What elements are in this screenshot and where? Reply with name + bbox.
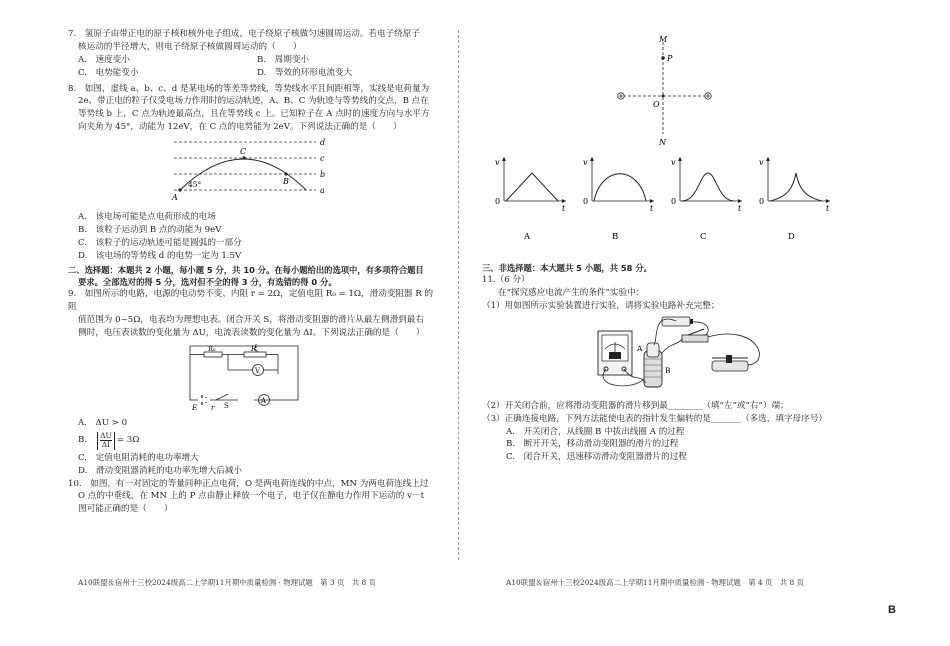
vt-graph-label: A: [524, 231, 531, 242]
vt-curve: [682, 173, 734, 201]
apparatus-figure: [482, 313, 842, 395]
footer-right: A10联盟＆宿州十三校2024级高二上学期11月期中质量检测 · 物理试题 第 4 页 共 8 页: [506, 578, 804, 587]
vt-graph-d: [759, 157, 830, 242]
svg-text:b: b: [320, 170, 326, 180]
q9-option-c: C. 定值电阻消耗的电功率增大: [78, 452, 199, 463]
svg-text:E: E: [192, 403, 198, 413]
svg-text:t: t: [650, 203, 654, 213]
vt-graph-b: [583, 157, 654, 242]
svg-text:45°: 45°: [188, 180, 202, 190]
q7-stem: 7. 氢原子由带正电的原子核和核外电子组成，电子绕原子核做匀速圆周运动。若电子绕原子: [68, 29, 420, 39]
q9-option-b: B. $\frac{\Delta U}{\Delta I}$ = 3Ω: [78, 431, 140, 450]
svg-text:B: B: [283, 177, 289, 187]
vt-curve: [594, 174, 646, 201]
svg-text:d: d: [320, 138, 326, 148]
svg-text:S: S: [224, 402, 229, 411]
section-2-heading: 二、选择题：本题共 2 小题，每小题 5 分，共 10 分。在每小题给出的选项中，有多项符合题目 要求。全部选对的得 5 分，选对但不全的得 3 分，有选错的得 0 分。: [68, 264, 424, 288]
vt-graph-label: C: [700, 231, 707, 242]
question-7: 7. 氢原子由带正电的原子核和核外电子组成，电子绕原子核做匀速圆周运动。若电子绕原子 核运动的半径增大，则电子绕原子核做圆周运动的（ ） A. 速度变小 B. 周期变小 C. 电势能变小 D. 等效的环形电流变大: [68, 28, 436, 80]
vt-curve: [506, 173, 558, 201]
svg-text:0: 0: [583, 196, 589, 206]
svg-text:t: t: [738, 203, 742, 213]
svg-text:M: M: [659, 35, 668, 44]
q8-stem: 8. 如图，虚线 a、b、c、d 是某电场的等差等势线，等势线水平且间距相等，实线是电荷量为: [68, 83, 430, 94]
vt-graphs: [482, 153, 842, 243]
page-mark: B: [888, 604, 896, 616]
q8-option-c: C. 该粒子的运动轨迹可能是圆弧的一部分: [78, 237, 242, 248]
vt-graph-label: D: [788, 231, 795, 242]
question-10: 10. 如图，有一对固定的等量同种正点电荷，O 是两电荷连线的中点，MN 为两电荷连线上过 O 点的中垂线，在 MN 上的 P 点由静止释放一个电子，电子仅在静电力作用下运动的 v－t 图可能正确的是（ ）: [68, 478, 436, 517]
q7-option-d: D. 等效的环形电流变大: [257, 67, 353, 78]
footer-left: A10联盟＆宿州十三校2024级高二上学期11月期中质量检测 · 物理试题 第 3 页 共 8 页: [78, 578, 376, 587]
q8-option-d: D. 该电场的等势线 d 的电势一定为 1.5V: [78, 250, 242, 261]
vt-curve: [770, 173, 822, 201]
question-11: 11.（6 分） 在“探究感应电流产生的条件”实验中： （1）用如图所示实验装置进行实验，请将实验电路补充完整； A B （2）开关闭合前，应将滑动变阻器的滑片移到最________（填“左”或“右”）端； （3）正确连接电路，下列方法能使电表的指针发生偏转的是_______（多选，填字母序号） A. 开关闭合，从线圈 B 中拔出线圈 A 的过程 B. 断开开关，移动滑动变阻器的滑片的过程 C. 闭合开关，迅速移动滑动变阻器滑片的过程: [482, 274, 842, 464]
vt-graph-label: B: [612, 231, 619, 242]
svg-text:N: N: [659, 138, 666, 147]
q11-option-c: C. 闭合开关，迅速移动滑动变阻器滑片的过程: [506, 452, 687, 463]
svg-text:t: t: [826, 203, 830, 213]
svg-text:v: v: [671, 157, 676, 167]
q10-stem: 10. 如图，有一对固定的等量同种正点电荷，O 是两电荷连线的中点，MN 为两电荷连线上过: [68, 478, 429, 489]
svg-text:0: 0: [671, 196, 677, 206]
charges-figure: [482, 30, 842, 148]
svg-text:v: v: [495, 157, 500, 167]
svg-text:O: O: [653, 100, 660, 109]
svg-text:V: V: [255, 367, 261, 376]
svg-text:R₀: R₀: [208, 345, 216, 354]
svg-text:0: 0: [495, 196, 501, 206]
left-column: [68, 28, 436, 516]
question-8: 8. 如图，虚线 a、b、c、d 是某电场的等差等势线，等势线水平且间距相等，实线是电荷量为 2e、带正电的粒子仅受电场力作用时的运动轨迹，A、B、C 为轨迹与等势线的交点，B 点在 等势线 b 上，C 点为轨迹最高点，且在等势线 c 上。已知粒子在 A 点时的速度方向与水平方 向夹角为 45°，动能为 12eV，在 C 点的电势能为 2eV。下列说法正确的是（ ） d c b a A C B 45° A. 该电场可能是点电荷形成的电场 B. 该粒子运动到 B 点的动能为 9eV C. 该粒子的运动轨迹可能是圆弧的一部分 D. 该电场的等势线 d 的电势一定为 1.5V: [68, 83, 436, 263]
section-3-heading: 三、非选择题：本大题共 5 小题，共 58 分。: [482, 262, 652, 273]
svg-text:v: v: [583, 157, 588, 167]
q11-option-a: A. 开关闭合，从线圈 B 中拔出线圈 A 的过程: [506, 426, 685, 437]
svg-text:v: v: [759, 157, 764, 167]
svg-text:c: c: [320, 154, 325, 164]
svg-text:C: C: [240, 147, 247, 157]
column-divider: [458, 30, 459, 560]
q7-option-a: A. 速度变小: [78, 54, 130, 65]
question-9: 9. 如图所示的电路，电源的电动势不变、内阻 r = 2Ω，定值电阻 R₀ = 1Ω，滑动变阻器 R 的阻 值范围为 0~5Ω，电表均为理想电表。闭合开关 S，将滑动变阻器的滑片从最左侧滑到最右 侧时，电压表读数的变化量为 ΔU，电流表读数的变化量为 ΔI。下列说法正确的是（ ） R₀ R V A E r S A. ΔU > 0 B. $\frac{\Delta U}{\Delta I}$ = 3Ω C. 定值电阻消耗的电功率增大 D. 滑动变阻器消耗的电功率先增大后减小: [68, 288, 436, 477]
q9-option-a: A. ΔU > 0: [78, 417, 128, 428]
equipotential-figure: [68, 134, 436, 206]
svg-text:A: A: [637, 343, 643, 353]
q7-option-b: B. 周期变小: [257, 54, 310, 65]
q8-option-a: A. 该电场可能是点电荷形成的电场: [78, 212, 216, 223]
q9-stem: 9. 如图所示的电路，电源的电动势不变、内阻 r = 2Ω，定值电阻 R₀ = 1Ω，滑动变阻器 R 的阻: [68, 289, 434, 313]
q11-option-b: B. 断开开关，移动滑动变阻器的滑片的过程: [506, 439, 679, 450]
vt-graph-c: [671, 157, 742, 242]
svg-text:P: P: [667, 54, 673, 63]
svg-text:t: t: [562, 203, 566, 213]
svg-text:A: A: [172, 193, 178, 203]
q7-option-c: C. 电势能变小: [78, 67, 139, 78]
svg-text:R: R: [251, 345, 257, 354]
svg-text:r: r: [211, 403, 215, 413]
right-column: [482, 30, 842, 464]
vt-graph-a: [495, 157, 566, 242]
svg-text:B: B: [665, 365, 671, 375]
q8-option-b: B. 该粒子运动到 B 点的动能为 9eV: [78, 224, 222, 235]
svg-text:a: a: [320, 186, 325, 196]
svg-text:0: 0: [759, 196, 765, 206]
svg-text:A: A: [261, 397, 267, 406]
circuit-figure: [68, 340, 436, 412]
q9-option-d: D. 滑动变阻器消耗的电功率先增大后减小: [78, 465, 243, 476]
